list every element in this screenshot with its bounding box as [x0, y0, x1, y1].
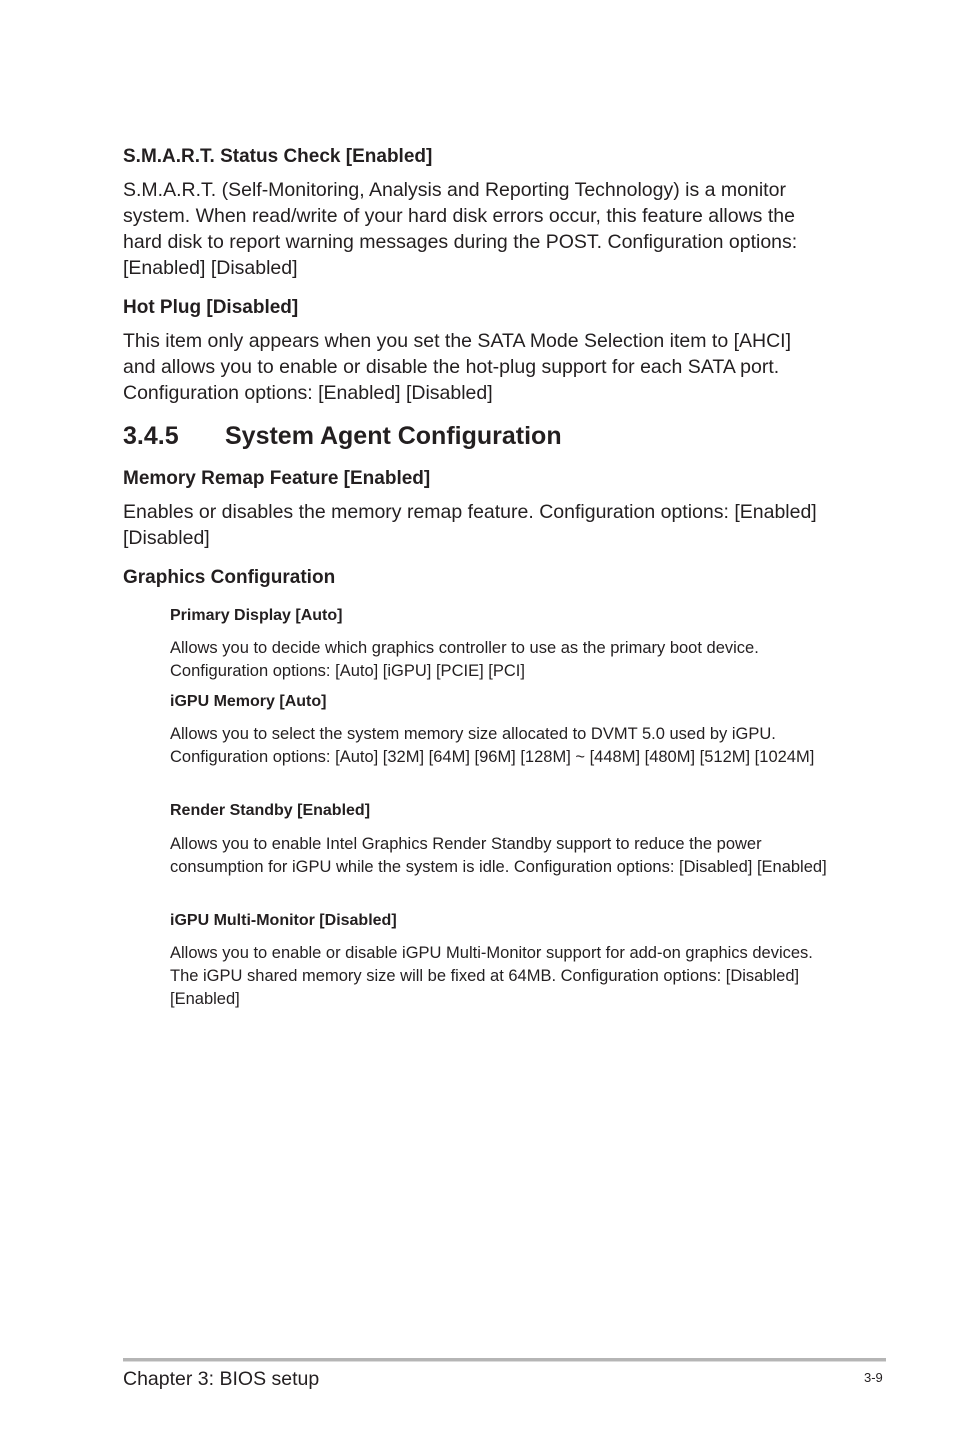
render-standby-description: Allows you to enable Intel Graphics Render Standby support to reduce the power consumption for iGPU while the system is idle. Configuration options: [Disabled] [Enabled] [170, 835, 827, 876]
memory-remap-description: Enables or disables the memory remap feature. Configuration options: [Enabled] [Disabled] [123, 501, 817, 549]
graphics-configuration-heading: Graphics Configuration [123, 567, 336, 588]
smart-status-check-description: S.M.A.R.T. (Self-Monitoring, Analysis and Reporting Technology) is a monitor system. When read/write of your hard disk errors occur, this feature allows the hard disk to report warning messages during the POST. Configuration options: [Enabled] [Disabled] [123, 179, 798, 279]
igpu-memory-description: Allows you to select the system memory size allocated to DVMT 5.0 used by iGPU. Configuration options: [Auto] [32M] [64M] [96M] [128M] ~ [448M] [480M] [512M] [1024M] [170, 725, 815, 766]
footer-divider [123, 1358, 886, 1362]
hot-plug-heading: Hot Plug [Disabled] [123, 297, 299, 318]
igpu-memory-heading: iGPU Memory [Auto] [170, 693, 327, 710]
smart-status-check-heading: S.M.A.R.T. Status Check [Enabled] [123, 146, 433, 167]
footer-chapter-title: Chapter 3: BIOS setup [123, 1368, 320, 1390]
section-heading [123, 421, 562, 451]
memory-remap-heading: Memory Remap Feature [Enabled] [123, 468, 431, 489]
footer-page-number: 3-9 [864, 1370, 883, 1385]
igpu-multi-monitor-heading: iGPU Multi-Monitor [Disabled] [170, 912, 397, 929]
igpu-multi-monitor-description: Allows you to enable or disable iGPU Multi-Monitor support for add-on graphics devices. The iGPU shared memory size will be fixed at 64MB. Configuration options: [Disabled] [Enabled] [170, 944, 813, 1008]
section-number: 3.4.5 [123, 422, 179, 450]
hot-plug-description: This item only appears when you set the SATA Mode Selection item to [AHCI] and allows you to enable or disable the hot-plug support for each SATA port. Configuration options: [Enabled] [Disabled] [123, 330, 792, 404]
section-title: System Agent Configuration [225, 422, 562, 450]
primary-display-description: Allows you to decide which graphics controller to use as the primary boot device. Configuration options: [Auto] [iGPU] [PCIE] [PCI] [170, 639, 759, 680]
render-standby-heading: Render Standby [Enabled] [170, 802, 371, 819]
primary-display-heading: Primary Display [Auto] [170, 607, 343, 624]
